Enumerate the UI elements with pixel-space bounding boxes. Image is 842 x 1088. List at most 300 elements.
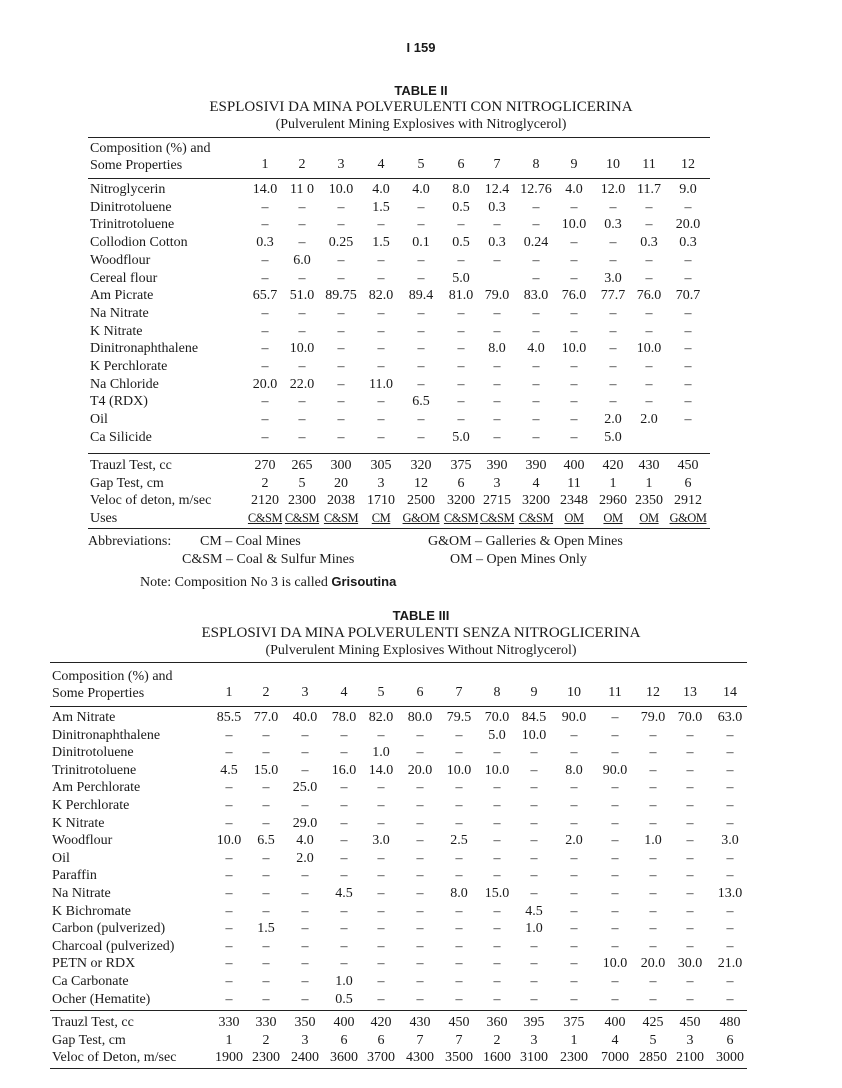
table-cell: 8.0 — [452, 182, 470, 197]
table-cell: – — [262, 868, 270, 884]
table-cell: – — [726, 850, 734, 866]
row-label: Dinitrotoluene — [90, 199, 172, 215]
table-cell: – — [298, 359, 306, 374]
table-cell: – — [686, 798, 694, 813]
table3-title: ESPLOSIVI DA MINA POLVERULENTI SENZA NITROGLICERINA — [201, 625, 641, 641]
column-header: 1 — [225, 685, 233, 700]
table-cell: – — [455, 956, 463, 972]
table2-header-rule — [88, 178, 710, 179]
column-header: 4 — [340, 685, 348, 700]
column-header: 9 — [530, 685, 538, 700]
table-cell: – — [298, 235, 306, 251]
table-cell: 0.3 — [256, 235, 274, 251]
table-cell: 3.0 — [372, 833, 390, 849]
table-cell: – — [262, 903, 270, 919]
table-cell: – — [686, 903, 694, 919]
table-cell: 83.0 — [523, 288, 549, 304]
table-cell: – — [570, 974, 578, 989]
table-cell: 70.0 — [677, 710, 703, 725]
property-value: 7 — [416, 1032, 424, 1048]
table-cell: – — [298, 429, 306, 445]
property-value: CM — [371, 510, 391, 525]
table-cell: – — [455, 798, 463, 813]
table3-subtitle: (Pulverulent Mining Explosives Without Nitroglycerol) — [265, 643, 577, 658]
table-cell: – — [570, 235, 578, 251]
table-cell: – — [684, 199, 692, 215]
table-cell: 0.5 — [452, 235, 470, 251]
table-cell: 2.0 — [296, 850, 314, 866]
column-header: 11 — [608, 685, 622, 700]
table-cell: – — [225, 991, 233, 1007]
table-cell: 0.5 — [335, 991, 353, 1007]
table2-header-line2: Some Properties — [90, 158, 183, 173]
table-cell: – — [686, 886, 694, 901]
row-label: Carbon (pulverized) — [52, 921, 166, 937]
column-header: 11 — [642, 157, 656, 172]
table-cell: – — [530, 868, 538, 884]
property-value: 270 — [254, 458, 276, 473]
table2-note — [140, 574, 396, 591]
table2-top-rule — [88, 137, 710, 138]
column-header: 1 — [261, 157, 269, 172]
table-cell: – — [377, 341, 385, 357]
table-cell: – — [301, 921, 309, 937]
table-cell: – — [417, 305, 425, 321]
table-cell: – — [298, 323, 306, 339]
table-cell: – — [225, 956, 233, 972]
table-cell: – — [261, 394, 269, 410]
table-cell: – — [337, 199, 345, 215]
table-cell: – — [340, 833, 348, 849]
table-cell: – — [532, 252, 540, 268]
table2-subtitle: (Pulverulent Mining Explosives with Nitroglycerol) — [275, 117, 567, 132]
table-cell: 63.0 — [717, 710, 743, 725]
table-cell: 20.0 — [252, 376, 278, 392]
table-cell: – — [301, 938, 309, 954]
table-cell: – — [457, 305, 465, 321]
table-cell: – — [340, 815, 348, 831]
table-cell: – — [570, 199, 578, 215]
abbreviations-label: Abbreviations: — [88, 534, 172, 549]
column-header: 2 — [298, 157, 306, 172]
table-cell: – — [457, 217, 465, 233]
table-cell: 9.0 — [679, 182, 697, 197]
table-cell: 76.0 — [561, 288, 587, 304]
property-value: 395 — [523, 1015, 545, 1030]
table-cell: – — [611, 815, 619, 831]
property-value: 420 — [602, 458, 624, 473]
table-cell: 4.0 — [412, 182, 430, 197]
table-cell: – — [340, 921, 348, 937]
table-cell: – — [609, 394, 617, 410]
property-value: 430 — [638, 458, 660, 473]
table-cell: 70.0 — [484, 710, 510, 725]
table-cell: – — [455, 868, 463, 884]
table2-header-line1: Composition (%) and — [90, 141, 211, 156]
table-cell: – — [570, 780, 578, 796]
table-cell: 20.0 — [675, 217, 701, 233]
table-cell: – — [570, 868, 578, 884]
property-value: 2300 — [560, 1050, 588, 1065]
table-cell: – — [649, 850, 657, 866]
table-cell: – — [455, 938, 463, 954]
table-cell: 90.0 — [602, 762, 628, 778]
table-cell: – — [457, 341, 465, 357]
property-value: 3 — [493, 475, 501, 491]
table-cell: – — [611, 710, 619, 725]
table-cell: – — [261, 217, 269, 233]
table-cell: 40.0 — [292, 710, 318, 725]
property-value: 3 — [530, 1032, 538, 1048]
table-cell: – — [261, 341, 269, 357]
property-value: C&SM — [518, 510, 554, 525]
property-value: 2400 — [291, 1050, 319, 1065]
table-cell: – — [530, 850, 538, 866]
table-cell: – — [645, 252, 653, 268]
table-cell: – — [340, 745, 348, 761]
table-cell: – — [684, 323, 692, 339]
table-cell: – — [340, 798, 348, 813]
table2-props-rule — [88, 453, 710, 454]
table-cell: – — [377, 886, 385, 901]
table-cell: – — [416, 938, 424, 954]
table-cell: – — [340, 780, 348, 796]
table-cell: 76.0 — [636, 288, 662, 304]
property-value: 6 — [684, 475, 692, 491]
table-cell: 1.0 — [335, 974, 353, 989]
table-cell: – — [298, 412, 306, 428]
table-cell: – — [377, 868, 385, 884]
property-value: 2038 — [327, 493, 355, 508]
table-cell: – — [611, 991, 619, 1007]
table-cell: 15.0 — [253, 762, 279, 778]
table-cell: – — [649, 886, 657, 901]
table-cell: – — [455, 745, 463, 761]
table-cell: 10.0 — [561, 341, 587, 357]
table3-label: TABLE III — [392, 608, 450, 623]
property-value: C&SM — [323, 510, 359, 525]
property-value: 480 — [719, 1015, 741, 1030]
table-cell: – — [457, 323, 465, 339]
table-cell: 20.0 — [407, 762, 433, 778]
table-cell: – — [225, 798, 233, 813]
table-cell: – — [570, 727, 578, 743]
row-label: T4 (RDX) — [90, 394, 148, 410]
table-cell: 11 0 — [290, 182, 314, 197]
table-cell: – — [609, 376, 617, 392]
table-cell: – — [225, 815, 233, 831]
table-cell: – — [530, 798, 538, 813]
property-value: 400 — [563, 458, 585, 473]
table-cell: 6.5 — [412, 394, 430, 410]
table-cell: – — [301, 798, 309, 813]
table-cell: – — [570, 850, 578, 866]
table-cell: 30.0 — [677, 956, 703, 972]
table-cell: – — [726, 762, 734, 778]
table-cell: – — [570, 252, 578, 268]
table-cell: – — [493, 252, 501, 268]
table-cell: – — [570, 429, 578, 445]
table-cell: – — [570, 394, 578, 410]
table-cell: – — [645, 359, 653, 374]
table-cell: – — [726, 991, 734, 1007]
row-label: K Nitrate — [52, 815, 105, 831]
table-cell: – — [570, 798, 578, 813]
table-cell: – — [532, 359, 540, 374]
property-value: OM — [639, 510, 659, 525]
table-cell: – — [493, 305, 501, 321]
abbr-om: OM – Open Mines Only — [450, 552, 587, 567]
table-cell: 13.0 — [717, 886, 743, 901]
table-cell: – — [645, 376, 653, 392]
table-cell: – — [337, 323, 345, 339]
table-cell: – — [416, 780, 424, 796]
table-cell: – — [417, 270, 425, 286]
table-cell: – — [261, 252, 269, 268]
table-cell: – — [611, 727, 619, 743]
table-cell: – — [301, 991, 309, 1007]
table-cell: – — [455, 780, 463, 796]
property-label: Veloc of deton, m/sec — [90, 493, 212, 508]
table-cell: – — [532, 394, 540, 410]
property-value: C&SM — [284, 510, 320, 525]
property-value: 330 — [218, 1015, 240, 1030]
table-cell: – — [686, 833, 694, 849]
table-cell: – — [225, 938, 233, 954]
table-cell: – — [645, 323, 653, 339]
table-cell: – — [298, 270, 306, 286]
table-cell: 0.25 — [328, 235, 354, 251]
table-cell: – — [298, 199, 306, 215]
table-cell: – — [570, 903, 578, 919]
table-cell: – — [377, 252, 385, 268]
table-cell: – — [340, 956, 348, 972]
table-cell: – — [649, 974, 657, 989]
table-cell: – — [493, 921, 501, 937]
table-cell: 14.0 — [252, 182, 278, 197]
table-cell: – — [530, 815, 538, 831]
table-cell: – — [262, 956, 270, 972]
table-cell: – — [225, 921, 233, 937]
table-cell: 77.0 — [253, 710, 279, 725]
table-cell: 11.0 — [369, 376, 393, 392]
table-cell: 20.0 — [640, 956, 666, 972]
property-value: 3 — [377, 475, 385, 491]
table-cell: – — [377, 412, 385, 428]
table-cell: – — [686, 938, 694, 954]
table-cell: – — [225, 745, 233, 761]
table-cell: 85.5 — [216, 710, 242, 725]
table-cell: – — [416, 903, 424, 919]
property-value: 7 — [455, 1032, 463, 1048]
table-cell: 78.0 — [331, 710, 357, 725]
row-label: Dinitronaphthalene — [90, 341, 199, 357]
table-cell: – — [611, 745, 619, 761]
table-cell: – — [609, 199, 617, 215]
table-cell: – — [726, 798, 734, 813]
property-value: 6 — [457, 475, 465, 491]
table-cell: – — [455, 815, 463, 831]
table-cell: – — [337, 217, 345, 233]
table-cell: – — [570, 815, 578, 831]
table-cell: 1.0 — [525, 921, 543, 937]
property-value: 3100 — [520, 1050, 548, 1065]
row-label: Na Nitrate — [90, 305, 149, 321]
table-cell: 5.0 — [452, 429, 470, 445]
table-cell: – — [262, 745, 270, 761]
property-value: 1710 — [367, 493, 395, 508]
table-cell: – — [726, 903, 734, 919]
table-cell: – — [493, 394, 501, 410]
table-cell: – — [609, 323, 617, 339]
table-cell: – — [726, 974, 734, 989]
table-cell: – — [337, 270, 345, 286]
table-cell: – — [570, 323, 578, 339]
table-cell: – — [377, 270, 385, 286]
table-cell: – — [530, 833, 538, 849]
table-cell: – — [416, 921, 424, 937]
table-cell: – — [457, 252, 465, 268]
row-label: Paraffin — [52, 868, 97, 884]
table-cell: 12.4 — [484, 182, 510, 197]
table-cell: – — [649, 798, 657, 813]
column-header: 10 — [567, 685, 581, 700]
property-label: Trauzl Test, cc — [52, 1015, 134, 1030]
property-value: 3 — [686, 1032, 694, 1048]
table-cell: 1.5 — [372, 199, 390, 215]
column-header: 5 — [417, 157, 425, 172]
row-label: K Perchlorate — [90, 359, 168, 374]
table-cell: – — [225, 727, 233, 743]
property-value: 3200 — [447, 493, 475, 508]
table-cell: – — [611, 780, 619, 796]
column-header: 6 — [416, 685, 424, 700]
table-cell: – — [301, 903, 309, 919]
table-cell: – — [570, 745, 578, 761]
table3-bottom-rule — [50, 1068, 747, 1069]
table-cell: – — [493, 956, 501, 972]
table-cell: – — [686, 921, 694, 937]
table-cell: – — [684, 341, 692, 357]
table-cell: – — [686, 991, 694, 1007]
table-cell: – — [570, 376, 578, 392]
table-cell: – — [457, 394, 465, 410]
property-value: 5 — [649, 1032, 657, 1048]
table-cell: – — [645, 270, 653, 286]
property-value: 2715 — [483, 493, 511, 508]
table-cell: – — [377, 359, 385, 374]
table-cell: – — [726, 745, 734, 761]
table-cell: – — [493, 429, 501, 445]
table-cell: – — [611, 868, 619, 884]
table-cell: – — [649, 921, 657, 937]
table-cell: – — [493, 850, 501, 866]
property-value: 2500 — [407, 493, 435, 508]
table-cell: – — [337, 359, 345, 374]
table-cell: – — [301, 745, 309, 761]
table-cell: – — [262, 991, 270, 1007]
table-cell: – — [611, 886, 619, 901]
row-label: Cereal flour — [90, 270, 158, 286]
table-cell: – — [262, 938, 270, 954]
column-header: 6 — [457, 157, 465, 172]
table-cell: – — [457, 376, 465, 392]
table-cell: – — [377, 217, 385, 233]
table-cell: – — [726, 780, 734, 796]
table-cell: – — [686, 974, 694, 989]
property-value: 2850 — [639, 1050, 667, 1065]
table-cell: 89.75 — [325, 288, 357, 304]
column-header: 3 — [301, 685, 309, 700]
table-cell: – — [611, 938, 619, 954]
column-header: 8 — [532, 157, 540, 172]
table-cell: 82.0 — [368, 710, 394, 725]
table-cell: – — [611, 921, 619, 937]
table-cell: – — [530, 886, 538, 901]
table-cell: – — [261, 429, 269, 445]
abbr-csm: C&SM – Coal & Sulfur Mines — [182, 552, 355, 567]
table-cell: – — [726, 815, 734, 831]
table-cell: – — [686, 727, 694, 743]
table-cell: – — [417, 199, 425, 215]
property-label: Trauzl Test, cc — [90, 458, 172, 473]
table-cell: – — [298, 305, 306, 321]
table-cell: – — [455, 727, 463, 743]
table-cell: 0.1 — [412, 235, 430, 251]
table-cell: – — [570, 359, 578, 374]
table-cell: – — [416, 991, 424, 1007]
property-value: C&SM — [247, 510, 283, 525]
table-cell: 77.7 — [600, 288, 626, 304]
table-cell: – — [416, 745, 424, 761]
table-cell: 5.0 — [488, 727, 506, 743]
table-cell: – — [261, 305, 269, 321]
note-prefix: Note: Composition No 3 is called — [140, 575, 328, 590]
table-cell: – — [493, 798, 501, 813]
property-value: 425 — [642, 1015, 664, 1030]
table-cell: 5.0 — [604, 429, 622, 445]
column-header: 9 — [570, 157, 578, 172]
table-cell: – — [686, 762, 694, 778]
table2-bottom-rule — [88, 528, 710, 529]
table-cell: – — [530, 780, 538, 796]
table-cell: 10.0 — [636, 341, 662, 357]
table-cell: – — [649, 745, 657, 761]
table-cell: – — [684, 305, 692, 321]
table-cell: – — [726, 727, 734, 743]
table-cell: – — [377, 305, 385, 321]
table-cell: – — [611, 974, 619, 989]
property-value: 2 — [261, 475, 269, 491]
table-cell: – — [570, 412, 578, 428]
row-label: Collodion Cotton — [90, 235, 188, 251]
property-label: Gap Test, cm — [90, 475, 164, 491]
table-cell: 79.0 — [484, 288, 510, 304]
table-cell: – — [337, 376, 345, 392]
table-cell: – — [649, 727, 657, 743]
table-cell: – — [377, 956, 385, 972]
table-cell: – — [609, 305, 617, 321]
table-cell: 89.4 — [408, 288, 434, 304]
property-value: 390 — [525, 458, 547, 473]
property-value: 300 — [330, 458, 352, 473]
row-label: Charcoal (pulverized) — [52, 938, 175, 954]
table-cell: 1.0 — [372, 745, 390, 761]
table-cell: – — [493, 745, 501, 761]
table-cell: – — [225, 974, 233, 989]
table-cell: – — [570, 270, 578, 286]
table-cell: – — [570, 938, 578, 954]
